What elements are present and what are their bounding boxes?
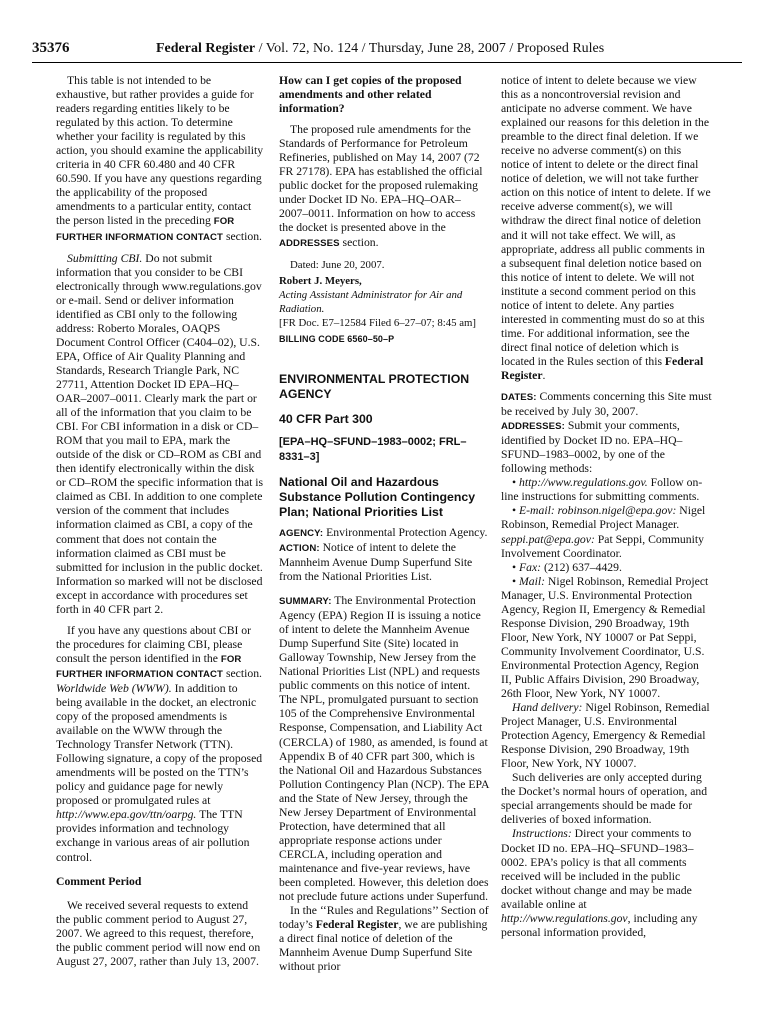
- docket-number: [EPA–HQ–SFUND–1983–0002; FRL–8331–3]: [279, 435, 467, 463]
- rule-title: National Oil and Hazardous Substance Pollution Contingency Plan; National Priorities List: [279, 474, 476, 519]
- column-2: [279, 74, 489, 974]
- column-3: [501, 74, 712, 940]
- label: Fax:: [519, 560, 542, 574]
- text: The TTN provides information and technology exchange in various areas of air pollution control.: [56, 808, 250, 864]
- text: Acting Assistant Administrator for Air and Radiation.: [279, 288, 463, 315]
- cbi-questions-paragraph: [56, 624, 264, 865]
- text: section.: [223, 666, 262, 680]
- agency-heading: ENVIRONMENTAL PROTECTION AGENCY: [279, 371, 470, 401]
- email-address: E-mail: robinson.nigel@epa.gov:: [519, 504, 677, 518]
- rules-paragraph: [279, 904, 489, 974]
- agency-line: [279, 526, 489, 541]
- text: In addition to being available in the docket, an electronic copy of the proposed amendments is available on the WWW through the Technology Transfer Network (TTN). Following signature, a copy of the proposed amendments will be posted on the TTN’s policy and guidance page for newly proposed or promulgated rules at: [56, 681, 263, 808]
- label: ADDRESSES:: [501, 421, 565, 433]
- text: Comments concerning this Site must be received by July 30, 2007.: [501, 390, 712, 419]
- hand-delivery-paragraph: [501, 701, 712, 771]
- text: Submit your comments, identified by Docket ID no. EPA–HQ–SFUND–1983–0002, by one of the following methods:: [501, 419, 683, 476]
- text: notice of intent to delete because we view this as a noncontroversial revision and anticipate no adverse comment. We have explained our reasons for this deletion in the preamble to the direct final deletion. If we receive no adverse comment(s) on this notice of intent to delete or the direct final notice of deletion, we will not take further action on this notice of intent to delete. If we receive adverse comment(s), we will withdraw the direct final notice of deletion and it will not take effect. We will, as appropriate, address all public comments in a subsequent final deletion notice based on this notice of intent to delete. We will not institute a second comment period on this notice of intent to delete. Any parties interested in commenting must do so at this time. For additional information, see the direct final notice of deletion which is located in the Rules section of this: [501, 74, 711, 368]
- signer-name: Robert J. Meyers,: [279, 274, 362, 287]
- text: The Environmental Protection Agency (EPA) Region II is issuing a notice of intent to delete the Mannheim Avenue Dump Superfund Site (Site) located in Galloway Township, New Jersey from the National Priorities List (NPL) and requests public comments on this notice of intent. The NPL, promulgated pursuant to section 105 of the Comprehensive Environmental Response, Compensation, and Liability Act (CERCLA) of 1980, as amended, is found at Appendix B of 40 CFR part 300, which is the National Oil and Hazardous Substances Pollution Contingency Plan (NCP). The EPA and the State of New Jersey, through the New Jersey Department of Environmental Protection, have determined that all appropriate response actions under CERCLA, including operation and maintenance and five-year reviews, have been completed. However, this deletion does not preclude future actions under Superfund.: [279, 594, 489, 904]
- notice-paragraph: [501, 74, 712, 383]
- fax-bullet: • Fax: (212) 637–4429.: [512, 560, 622, 574]
- url: http://www.regulations.gov: [501, 911, 628, 925]
- text: Nigel Robinson, Remedial Project Manager, U.S. Environmental Protection Agency, Region II, Emergency & Remedial Response Division, 290 Broadway, 19th Floor, New York, NY 10007 or Pat Seppi, Community Involvement Coordinator, U.S. Environmental Protection Agency, Region II, Public Affairs Division, 290 Broadway, 26th Floor, New York, NY 10007.: [501, 574, 709, 701]
- journal-name: Federal Register: [315, 918, 399, 932]
- text: If you have any questions about CBI or the procedures for claiming CBI, please consult the person identified in the: [56, 623, 252, 665]
- comment-period-paragraph: We received several requests to extend the public comment period to August 27, 2007. We agreed to this request, therefore, the public comment period will now end on August 27, 2007, rather than July 13, 2007.: [56, 898, 261, 968]
- mail-bullet: • Mail: Nigel Robinson, Remedial Project Manager, U.S. Environmental Protection Agency, Region II, Emergency & Remedial Response Division, 290 Broadway, 19th Floor, New York, NY 10007 or Pat Seppi, Community Involvement Coordinator, U.S. Environmental Protection Agency, Region II, Public Affairs Division, 290 Broadway, 26th Floor, New York, NY 10007.: [501, 574, 709, 701]
- label: SUMMARY:: [279, 596, 332, 608]
- text: Do not submit information that you consider to be CBI electronically through www.regulations.gov or e-mail. Send or deliver information identified as CBI only to the following address: Roberto Morales, OAQPS Document Control Officer (C404–02), U.S. EPA, Office of Air Quality Planning and Standards, Research Triangle Park, NC 27711, Attention Docket ID EPA–HQ–OAR–2007–0011. Clearly mark the part or all of the information that you claim to be CBI. For CBI information in a disk or CD–ROM that you mail to EPA, mark the outside of the disk or CD–ROM as CBI and then identify electronically within the disk or CD–ROM the specific information that is claimed as CBI. In addition to one complete version of the comment that includes information claimed as CBI, a copy of the comment that does not contain the information claimed as CBI must be submitted for inclusion in the public docket. Information so marked will not be disclosed except in accordance with procedures set forth in 40 CFR part 2.: [56, 251, 264, 616]
- applicability-paragraph: [56, 74, 264, 245]
- instructions-paragraph: [501, 827, 712, 939]
- text: section.: [223, 229, 262, 243]
- dates-paragraph: [501, 390, 712, 419]
- text: .: [542, 368, 546, 382]
- text: , including any personal information provided,: [501, 911, 698, 939]
- text: section.: [339, 235, 379, 249]
- copies-heading: How can I get copies of the proposed amendments and other related information?: [279, 74, 462, 116]
- journal-name: Federal Register: [156, 41, 256, 56]
- label: Mail:: [519, 574, 545, 588]
- page-number: 35376: [32, 40, 70, 56]
- summary-paragraph: [279, 594, 489, 904]
- run-in-heading: Worldwide Web (WWW).: [56, 681, 172, 695]
- text: The proposed rule amendments for the Standards of Performance for Petroleum Refineries, published on May 14, 2007 (72 FR 27178). EPA has established the official public docket for the proposed rulemaking under Docket ID No. EPA–HQ–OAR–2007–0011. Information on how to access the docket is presented above in the: [279, 123, 483, 235]
- header-rule: [32, 62, 742, 63]
- text: Direct your comments to Docket ID no. EPA–HQ–SFUND–1983–0002. EPA’s policy is that all comments received will be included in the public docket without change and may be made available online at: [501, 827, 694, 911]
- website-bullet: • http://www.regulations.gov. Follow on-line instructions for submitting comments.: [501, 476, 703, 504]
- label: Instructions:: [512, 827, 572, 841]
- label: DATES:: [501, 392, 537, 404]
- label: ACTION:: [279, 542, 320, 554]
- text: Follow on-line instructions for submitting comments.: [501, 476, 703, 504]
- text: This table is not intended to be exhaustive, but rather provides a guide for readers regarding entities likely to be regulated by this action. To determine whether your facility is regulated by this action, you should examine the applicability criteria in 40 CFR 60.480 and 40 CFR 60.590. If you have any questions regarding the applicability of the proposed amendments to a particular entity, contact the person listed in the preceding: [56, 74, 264, 228]
- text: Notice of intent to delete the Mannheim Avenue Dump Superfund Site from the National Priorities List.: [279, 540, 473, 583]
- cross-reference: ADDRESSES: [279, 237, 340, 249]
- text: Pat Seppi, Community Involvement Coordinator.: [501, 532, 704, 560]
- email-bullet: • E-mail: robinson.nigel@epa.gov: Nigel Robinson, Remedial Project Manager. seppi.pat@epa.gov: Pat Seppi, Community Involvement Coordinator.: [501, 504, 706, 560]
- running-head: [156, 41, 604, 57]
- billing-code: BILLING CODE 6560–50–P: [279, 333, 395, 344]
- run-in-heading: Submitting CBI.: [67, 251, 143, 265]
- label: AGENCY:: [279, 527, 324, 539]
- label: Hand delivery:: [512, 701, 583, 715]
- copies-paragraph: [279, 123, 489, 250]
- running-head-details: / Vol. 72, No. 124 / Thursday, June 28, 2007 / Proposed Rules: [255, 41, 605, 56]
- comment-period-heading: Comment Period: [56, 874, 142, 888]
- cross-reference: FOR FURTHER INFORMATION CONTACT: [56, 653, 242, 680]
- journal-name: Federal Register: [501, 354, 704, 382]
- action-line: [279, 541, 489, 584]
- column-1: [56, 74, 264, 969]
- cross-reference: FOR FURTHER INFORMATION CONTACT: [56, 216, 235, 243]
- text: Nigel Robinson, Remedial Project Manager, U.S. Environmental Protection Agency, Emergency & Remedial Response Division, 290 Broadway, 19th Floor, New York, NY 10007.: [501, 701, 710, 771]
- text: , we are publishing a direct final notice of deletion of the Mannheim Avenue Dump Superfund Site without prior: [279, 918, 488, 974]
- email-address: seppi.pat@epa.gov:: [501, 532, 595, 546]
- dated-line: Dated: June 20, 2007.: [290, 258, 385, 271]
- url: http://www.regulations.gov.: [519, 476, 648, 490]
- addresses-paragraph: [501, 419, 712, 476]
- url: http://www.epa.gov/ttn/oarpg.: [56, 808, 197, 822]
- fr-doc-line: [FR Doc. E7–12584 Filed 6–27–07; 8:45 am]: [279, 316, 477, 329]
- submitting-cbi-paragraph: [56, 252, 264, 617]
- deliveries-paragraph: Such deliveries are only accepted during the Docket’s normal hours of operation, and special arrangements should be made for deliveries of boxed information.: [501, 771, 708, 827]
- page-header: [32, 40, 742, 62]
- signer-title: [279, 288, 489, 316]
- text: (212) 637–4429.: [541, 560, 622, 574]
- text: Nigel Robinson, Remedial Project Manager.: [501, 504, 706, 532]
- cfr-heading: 40 CFR Part 300: [279, 411, 373, 426]
- text: Environmental Protection Agency.: [323, 525, 488, 539]
- text: In the ‘‘Rules and Regulations’’ Section of today’s: [279, 904, 489, 932]
